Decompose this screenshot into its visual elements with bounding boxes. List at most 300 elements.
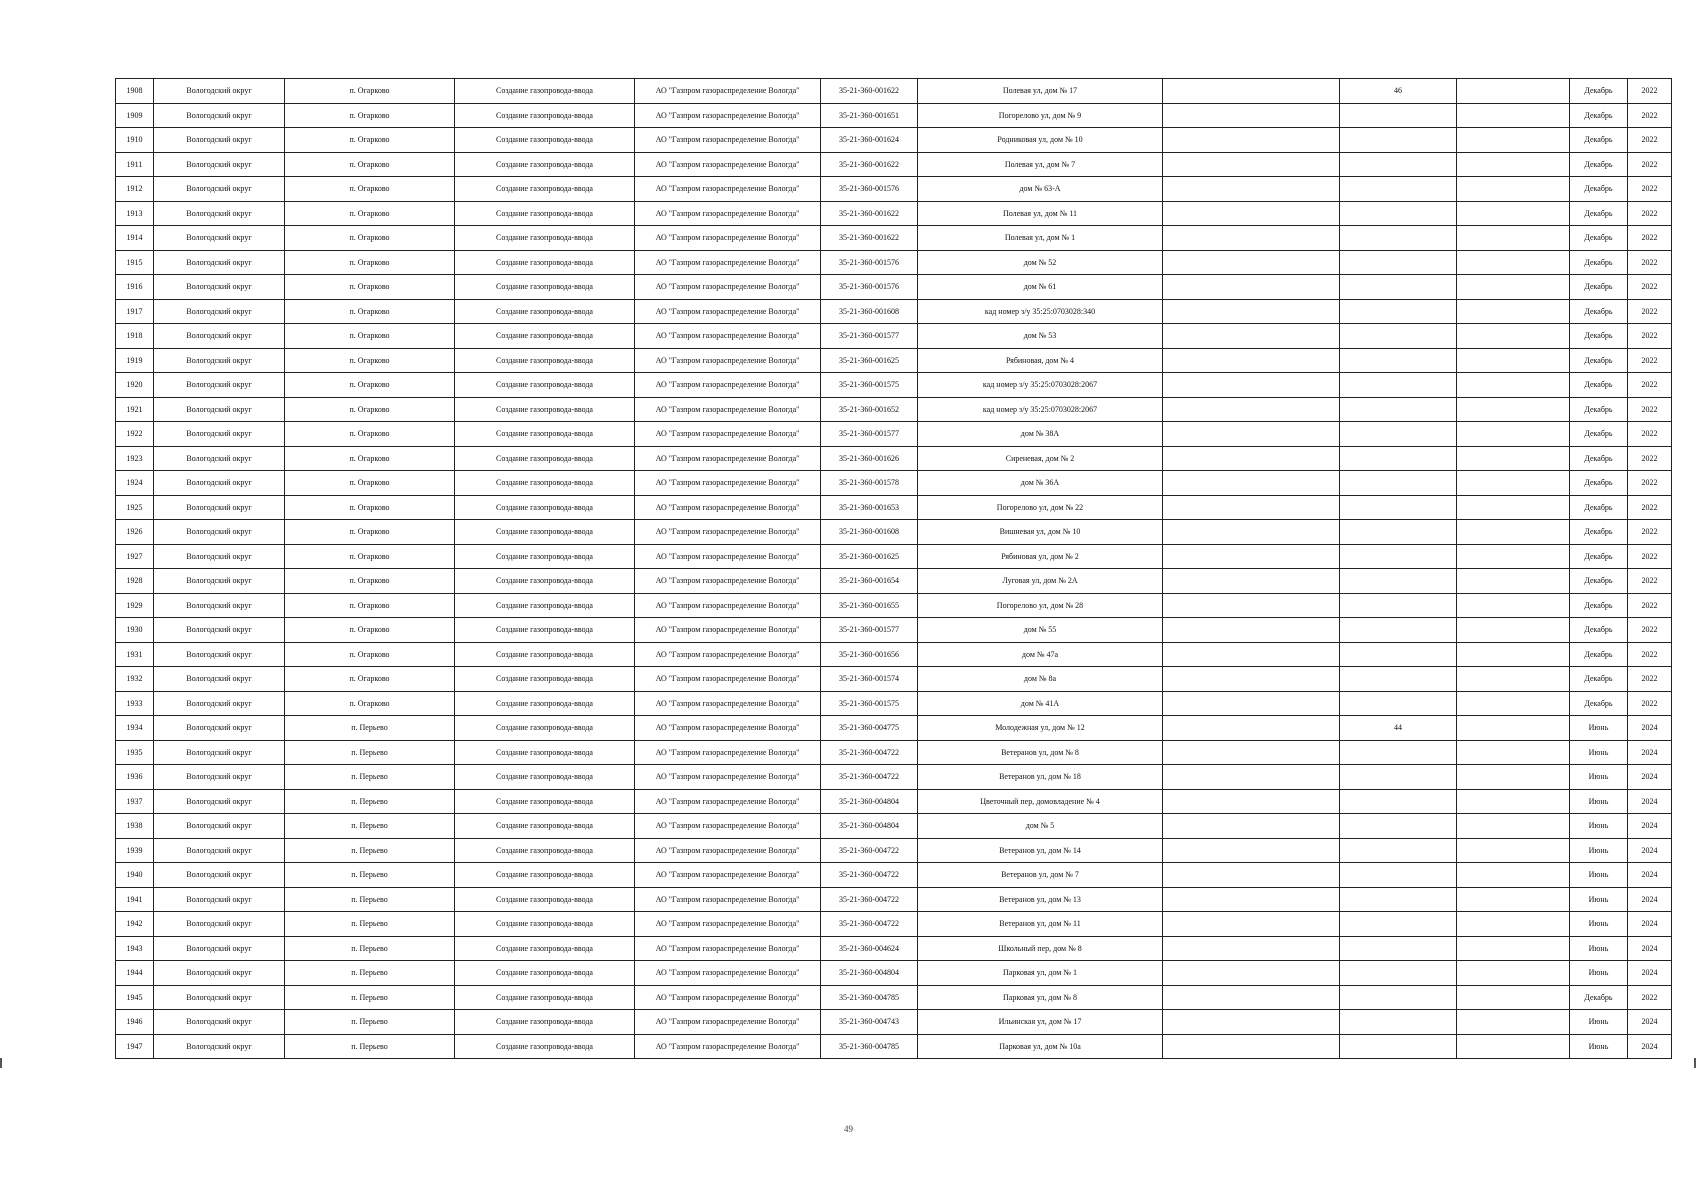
cell-month: Июнь bbox=[1570, 1010, 1628, 1035]
cell-c8 bbox=[1163, 667, 1340, 692]
cell-num: 1921 bbox=[116, 397, 154, 422]
cell-month: Июнь bbox=[1570, 838, 1628, 863]
cell-c9 bbox=[1340, 789, 1457, 814]
cell-org: АО "Газпром газораспределение Вологда" bbox=[635, 569, 821, 594]
cell-settlement: п. Огарково bbox=[285, 495, 455, 520]
cell-year: 2024 bbox=[1628, 1010, 1672, 1035]
cell-c9 bbox=[1340, 667, 1457, 692]
table-row bbox=[116, 740, 1672, 765]
cell-year: 2022 bbox=[1628, 471, 1672, 496]
cell-month: Декабрь bbox=[1570, 275, 1628, 300]
cell-district: Вологодский округ bbox=[154, 961, 285, 986]
table-row bbox=[116, 275, 1672, 300]
cell-year: 2022 bbox=[1628, 324, 1672, 349]
cell-code: 35-21-360-004804 bbox=[821, 961, 918, 986]
cell-month: Декабрь bbox=[1570, 79, 1628, 104]
cell-year: 2022 bbox=[1628, 79, 1672, 104]
cell-work: Создание газопровода-ввода bbox=[455, 471, 635, 496]
cell-code: 35-21-360-001578 bbox=[821, 471, 918, 496]
table-row bbox=[116, 789, 1672, 814]
cell-c9 bbox=[1340, 863, 1457, 888]
cell-settlement: п. Огарково bbox=[285, 201, 455, 226]
cell-c8 bbox=[1163, 79, 1340, 104]
cell-c8 bbox=[1163, 765, 1340, 790]
cell-c10 bbox=[1457, 789, 1570, 814]
cell-year: 2022 bbox=[1628, 446, 1672, 471]
cell-code: 35-21-360-001622 bbox=[821, 79, 918, 104]
table-row bbox=[116, 103, 1672, 128]
cell-address: Ветеранов ул, дом № 18 bbox=[918, 765, 1163, 790]
cell-c9 bbox=[1340, 471, 1457, 496]
cell-district: Вологодский округ bbox=[154, 103, 285, 128]
cell-district: Вологодский округ bbox=[154, 863, 285, 888]
cell-address: дом № 52 bbox=[918, 250, 1163, 275]
cell-address: дом № 5 bbox=[918, 814, 1163, 839]
table-row bbox=[116, 716, 1672, 741]
cell-c10 bbox=[1457, 275, 1570, 300]
cell-district: Вологодский округ bbox=[154, 495, 285, 520]
cell-year: 2022 bbox=[1628, 128, 1672, 153]
cell-district: Вологодский округ bbox=[154, 838, 285, 863]
cell-org: АО "Газпром газораспределение Вологда" bbox=[635, 446, 821, 471]
cell-num: 1933 bbox=[116, 691, 154, 716]
cell-c8 bbox=[1163, 887, 1340, 912]
cell-year: 2024 bbox=[1628, 912, 1672, 937]
cell-address: Ильинская ул, дом № 17 bbox=[918, 1010, 1163, 1035]
cell-c10 bbox=[1457, 642, 1570, 667]
cell-work: Создание газопровода-ввода bbox=[455, 397, 635, 422]
cell-year: 2022 bbox=[1628, 299, 1672, 324]
cell-year: 2022 bbox=[1628, 177, 1672, 202]
cell-month: Декабрь bbox=[1570, 544, 1628, 569]
cell-month: Декабрь bbox=[1570, 128, 1628, 153]
cell-num: 1924 bbox=[116, 471, 154, 496]
cell-org: АО "Газпром газораспределение Вологда" bbox=[635, 961, 821, 986]
cell-org: АО "Газпром газораспределение Вологда" bbox=[635, 814, 821, 839]
cell-district: Вологодский округ bbox=[154, 152, 285, 177]
cell-c10 bbox=[1457, 201, 1570, 226]
cell-code: 35-21-360-001576 bbox=[821, 177, 918, 202]
cell-work: Создание газопровода-ввода bbox=[455, 373, 635, 398]
cell-org: АО "Газпром газораспределение Вологда" bbox=[635, 985, 821, 1010]
cell-c10 bbox=[1457, 348, 1570, 373]
table-row bbox=[116, 618, 1672, 643]
cell-code: 35-21-360-001575 bbox=[821, 373, 918, 398]
cell-address: Полевая ул, дом № 1 bbox=[918, 226, 1163, 251]
cell-settlement: п. Огарково bbox=[285, 250, 455, 275]
cell-c8 bbox=[1163, 789, 1340, 814]
cell-district: Вологодский округ bbox=[154, 716, 285, 741]
table-row bbox=[116, 593, 1672, 618]
cell-num: 1913 bbox=[116, 201, 154, 226]
cell-c9 bbox=[1340, 912, 1457, 937]
cell-c9 bbox=[1340, 544, 1457, 569]
cell-code: 35-21-360-001576 bbox=[821, 275, 918, 300]
cell-month: Июнь bbox=[1570, 740, 1628, 765]
cell-num: 1934 bbox=[116, 716, 154, 741]
cell-c8 bbox=[1163, 103, 1340, 128]
cell-settlement: п. Огарково bbox=[285, 324, 455, 349]
cell-district: Вологодский округ bbox=[154, 373, 285, 398]
cell-code: 35-21-360-001652 bbox=[821, 397, 918, 422]
cell-settlement: п. Перьево bbox=[285, 814, 455, 839]
cell-org: АО "Газпром газораспределение Вологда" bbox=[635, 863, 821, 888]
table-row bbox=[116, 373, 1672, 398]
cell-c10 bbox=[1457, 618, 1570, 643]
cell-code: 35-21-360-004785 bbox=[821, 985, 918, 1010]
cell-work: Создание газопровода-ввода bbox=[455, 838, 635, 863]
cell-org: АО "Газпром газораспределение Вологда" bbox=[635, 177, 821, 202]
cell-c8 bbox=[1163, 985, 1340, 1010]
cell-district: Вологодский округ bbox=[154, 569, 285, 594]
cell-num: 1932 bbox=[116, 667, 154, 692]
cell-org: АО "Газпром газораспределение Вологда" bbox=[635, 471, 821, 496]
cell-c8 bbox=[1163, 716, 1340, 741]
cell-c10 bbox=[1457, 177, 1570, 202]
cell-month: Декабрь bbox=[1570, 985, 1628, 1010]
cell-month: Июнь bbox=[1570, 789, 1628, 814]
cell-month: Декабрь bbox=[1570, 397, 1628, 422]
cell-num: 1912 bbox=[116, 177, 154, 202]
cell-code: 35-21-360-001608 bbox=[821, 520, 918, 545]
cell-month: Июнь bbox=[1570, 814, 1628, 839]
cell-c9 bbox=[1340, 593, 1457, 618]
cell-district: Вологодский округ bbox=[154, 348, 285, 373]
cell-c10 bbox=[1457, 373, 1570, 398]
cell-c8 bbox=[1163, 1034, 1340, 1059]
cell-c10 bbox=[1457, 544, 1570, 569]
cell-c10 bbox=[1457, 250, 1570, 275]
cell-year: 2022 bbox=[1628, 422, 1672, 447]
cell-settlement: п. Перьево bbox=[285, 789, 455, 814]
cell-num: 1914 bbox=[116, 226, 154, 251]
cell-code: 35-21-360-001577 bbox=[821, 422, 918, 447]
cell-c9 bbox=[1340, 275, 1457, 300]
table-row bbox=[116, 201, 1672, 226]
cell-year: 2024 bbox=[1628, 765, 1672, 790]
cell-work: Создание газопровода-ввода bbox=[455, 520, 635, 545]
cell-settlement: п. Огарково bbox=[285, 226, 455, 251]
cell-work: Создание газопровода-ввода bbox=[455, 275, 635, 300]
cell-year: 2022 bbox=[1628, 593, 1672, 618]
cell-c8 bbox=[1163, 569, 1340, 594]
cell-code: 35-21-360-001624 bbox=[821, 128, 918, 153]
cell-c10 bbox=[1457, 422, 1570, 447]
cell-num: 1923 bbox=[116, 446, 154, 471]
cell-address: Вишневая ул, дом № 10 bbox=[918, 520, 1163, 545]
cell-c9 bbox=[1340, 373, 1457, 398]
cell-org: АО "Газпром газораспределение Вологда" bbox=[635, 887, 821, 912]
cell-num: 1928 bbox=[116, 569, 154, 594]
cell-org: АО "Газпром газораспределение Вологда" bbox=[635, 495, 821, 520]
table-row bbox=[116, 985, 1672, 1010]
cell-org: АО "Газпром газораспределение Вологда" bbox=[635, 838, 821, 863]
cell-month: Декабрь bbox=[1570, 642, 1628, 667]
cell-org: АО "Газпром газораспределение Вологда" bbox=[635, 912, 821, 937]
cell-c8 bbox=[1163, 520, 1340, 545]
cell-org: АО "Газпром газораспределение Вологда" bbox=[635, 1010, 821, 1035]
cell-settlement: п. Огарково bbox=[285, 348, 455, 373]
cell-c9 bbox=[1340, 642, 1457, 667]
cell-c8 bbox=[1163, 814, 1340, 839]
cell-org: АО "Газпром газораспределение Вологда" bbox=[635, 299, 821, 324]
cell-year: 2022 bbox=[1628, 397, 1672, 422]
cell-district: Вологодский округ bbox=[154, 618, 285, 643]
cell-work: Создание газопровода-ввода bbox=[455, 201, 635, 226]
cell-c10 bbox=[1457, 691, 1570, 716]
cell-settlement: п. Перьево bbox=[285, 1010, 455, 1035]
cell-month: Декабрь bbox=[1570, 495, 1628, 520]
cell-num: 1936 bbox=[116, 765, 154, 790]
cell-c9 bbox=[1340, 299, 1457, 324]
table-row bbox=[116, 667, 1672, 692]
cell-num: 1926 bbox=[116, 520, 154, 545]
cell-district: Вологодский округ bbox=[154, 789, 285, 814]
cell-month: Декабрь bbox=[1570, 471, 1628, 496]
cell-district: Вологодский округ bbox=[154, 324, 285, 349]
cell-year: 2022 bbox=[1628, 348, 1672, 373]
cell-org: АО "Газпром газораспределение Вологда" bbox=[635, 250, 821, 275]
cell-settlement: п. Огарково bbox=[285, 422, 455, 447]
cell-num: 1917 bbox=[116, 299, 154, 324]
cell-c10 bbox=[1457, 912, 1570, 937]
cell-settlement: п. Огарково bbox=[285, 618, 455, 643]
cell-work: Создание газопровода-ввода bbox=[455, 299, 635, 324]
cell-district: Вологодский округ bbox=[154, 299, 285, 324]
cell-c9 bbox=[1340, 887, 1457, 912]
cell-year: 2022 bbox=[1628, 152, 1672, 177]
cell-month: Декабрь bbox=[1570, 299, 1628, 324]
cell-address: дом № 61 bbox=[918, 275, 1163, 300]
cell-work: Создание газопровода-ввода bbox=[455, 887, 635, 912]
cell-num: 1939 bbox=[116, 838, 154, 863]
cell-c9 bbox=[1340, 961, 1457, 986]
cell-year: 2022 bbox=[1628, 569, 1672, 594]
table-row bbox=[116, 128, 1672, 153]
cell-address: дом № 63-А bbox=[918, 177, 1163, 202]
cell-year: 2022 bbox=[1628, 275, 1672, 300]
cell-c8 bbox=[1163, 201, 1340, 226]
table-row bbox=[116, 324, 1672, 349]
data-table-container bbox=[115, 78, 1671, 1059]
cell-work: Создание газопровода-ввода bbox=[455, 569, 635, 594]
table-row bbox=[116, 544, 1672, 569]
cell-year: 2022 bbox=[1628, 642, 1672, 667]
cell-c9 bbox=[1340, 936, 1457, 961]
cell-c8 bbox=[1163, 446, 1340, 471]
cell-c8 bbox=[1163, 936, 1340, 961]
cell-address: Полевая ул, дом № 17 bbox=[918, 79, 1163, 104]
cell-month: Июнь bbox=[1570, 887, 1628, 912]
cell-month: Июнь bbox=[1570, 961, 1628, 986]
cell-num: 1910 bbox=[116, 128, 154, 153]
cell-num: 1929 bbox=[116, 593, 154, 618]
cell-year: 2024 bbox=[1628, 740, 1672, 765]
cell-org: АО "Газпром газораспределение Вологда" bbox=[635, 373, 821, 398]
table-row bbox=[116, 1034, 1672, 1059]
cell-work: Создание газопровода-ввода bbox=[455, 912, 635, 937]
cell-c8 bbox=[1163, 397, 1340, 422]
cell-code: 35-21-360-001574 bbox=[821, 667, 918, 692]
cell-code: 35-21-360-001576 bbox=[821, 250, 918, 275]
cell-org: АО "Газпром газораспределение Вологда" bbox=[635, 544, 821, 569]
cell-c9 bbox=[1340, 201, 1457, 226]
cell-c9 bbox=[1340, 103, 1457, 128]
cell-address: дом № 36А bbox=[918, 471, 1163, 496]
cell-year: 2022 bbox=[1628, 373, 1672, 398]
cell-district: Вологодский округ bbox=[154, 250, 285, 275]
cell-c8 bbox=[1163, 863, 1340, 888]
cell-district: Вологодский округ bbox=[154, 201, 285, 226]
table-row bbox=[116, 446, 1672, 471]
cell-district: Вологодский округ bbox=[154, 667, 285, 692]
cell-work: Создание газопровода-ввода bbox=[455, 765, 635, 790]
table-row bbox=[116, 177, 1672, 202]
cell-org: АО "Газпром газораспределение Вологда" bbox=[635, 397, 821, 422]
cell-code: 35-21-360-001626 bbox=[821, 446, 918, 471]
cell-code: 35-21-360-001653 bbox=[821, 495, 918, 520]
cell-c9 bbox=[1340, 1010, 1457, 1035]
cell-year: 2024 bbox=[1628, 789, 1672, 814]
cell-code: 35-21-360-004785 bbox=[821, 1034, 918, 1059]
cell-c9 bbox=[1340, 250, 1457, 275]
cell-month: Декабрь bbox=[1570, 103, 1628, 128]
cell-c10 bbox=[1457, 520, 1570, 545]
cell-settlement: п. Перьево bbox=[285, 863, 455, 888]
cell-month: Декабрь bbox=[1570, 348, 1628, 373]
cell-c10 bbox=[1457, 128, 1570, 153]
cell-c8 bbox=[1163, 324, 1340, 349]
cell-code: 35-21-360-001608 bbox=[821, 299, 918, 324]
cell-district: Вологодский округ bbox=[154, 520, 285, 545]
cell-code: 35-21-360-001625 bbox=[821, 544, 918, 569]
cell-work: Создание газопровода-ввода bbox=[455, 544, 635, 569]
cell-org: АО "Газпром газораспределение Вологда" bbox=[635, 275, 821, 300]
cell-work: Создание газопровода-ввода bbox=[455, 740, 635, 765]
table-row bbox=[116, 226, 1672, 251]
cell-num: 1941 bbox=[116, 887, 154, 912]
cell-address: Рябиновая ул, дом № 2 bbox=[918, 544, 1163, 569]
table-row bbox=[116, 299, 1672, 324]
cell-district: Вологодский округ bbox=[154, 936, 285, 961]
cell-month: Декабрь bbox=[1570, 520, 1628, 545]
cell-num: 1916 bbox=[116, 275, 154, 300]
cell-num: 1946 bbox=[116, 1010, 154, 1035]
cell-address: Полевая ул, дом № 11 bbox=[918, 201, 1163, 226]
cell-settlement: п. Огарково bbox=[285, 373, 455, 398]
cell-org: АО "Газпром газораспределение Вологда" bbox=[635, 691, 821, 716]
cell-num: 1918 bbox=[116, 324, 154, 349]
cell-settlement: п. Огарково bbox=[285, 667, 455, 692]
cell-work: Создание газопровода-ввода bbox=[455, 324, 635, 349]
cell-month: Декабрь bbox=[1570, 201, 1628, 226]
cell-num: 1915 bbox=[116, 250, 154, 275]
table-row bbox=[116, 642, 1672, 667]
cell-settlement: п. Огарково bbox=[285, 103, 455, 128]
cell-c10 bbox=[1457, 1034, 1570, 1059]
cell-work: Создание газопровода-ввода bbox=[455, 1010, 635, 1035]
cell-address: Ветеранов ул, дом № 8 bbox=[918, 740, 1163, 765]
cell-work: Создание газопровода-ввода bbox=[455, 1034, 635, 1059]
cell-code: 35-21-360-001625 bbox=[821, 348, 918, 373]
cell-settlement: п. Огарково bbox=[285, 128, 455, 153]
table-row bbox=[116, 814, 1672, 839]
cell-c10 bbox=[1457, 397, 1570, 422]
cell-month: Декабрь bbox=[1570, 324, 1628, 349]
cell-c10 bbox=[1457, 814, 1570, 839]
table-body bbox=[116, 79, 1672, 1059]
cell-address: Цветочный пер, домовладение № 4 bbox=[918, 789, 1163, 814]
cell-district: Вологодский округ bbox=[154, 912, 285, 937]
cell-work: Создание газопровода-ввода bbox=[455, 985, 635, 1010]
cell-num: 1919 bbox=[116, 348, 154, 373]
cell-c8 bbox=[1163, 495, 1340, 520]
cell-num: 1937 bbox=[116, 789, 154, 814]
cell-district: Вологодский округ bbox=[154, 422, 285, 447]
table-row bbox=[116, 765, 1672, 790]
cell-year: 2022 bbox=[1628, 250, 1672, 275]
cell-c10 bbox=[1457, 838, 1570, 863]
cell-c10 bbox=[1457, 887, 1570, 912]
cell-org: АО "Газпром газораспределение Вологда" bbox=[635, 79, 821, 104]
cell-work: Создание газопровода-ввода bbox=[455, 177, 635, 202]
cell-month: Июнь bbox=[1570, 716, 1628, 741]
table-row bbox=[116, 569, 1672, 594]
cell-num: 1938 bbox=[116, 814, 154, 839]
cell-c10 bbox=[1457, 299, 1570, 324]
cell-district: Вологодский округ bbox=[154, 128, 285, 153]
table-row bbox=[116, 1010, 1672, 1035]
cell-c8 bbox=[1163, 912, 1340, 937]
cell-work: Создание газопровода-ввода bbox=[455, 226, 635, 251]
cell-district: Вологодский округ bbox=[154, 79, 285, 104]
cell-address: дом № 38А bbox=[918, 422, 1163, 447]
cell-settlement: п. Перьево bbox=[285, 912, 455, 937]
cell-district: Вологодский округ bbox=[154, 887, 285, 912]
cell-num: 1935 bbox=[116, 740, 154, 765]
cell-c10 bbox=[1457, 103, 1570, 128]
cell-month: Июнь bbox=[1570, 863, 1628, 888]
cell-code: 35-21-360-004722 bbox=[821, 863, 918, 888]
cell-num: 1947 bbox=[116, 1034, 154, 1059]
cell-c8 bbox=[1163, 838, 1340, 863]
cell-settlement: п. Огарково bbox=[285, 275, 455, 300]
cell-c9 bbox=[1340, 1034, 1457, 1059]
cell-c8 bbox=[1163, 422, 1340, 447]
cell-year: 2022 bbox=[1628, 667, 1672, 692]
cell-org: АО "Газпром газораспределение Вологда" bbox=[635, 128, 821, 153]
cell-year: 2022 bbox=[1628, 691, 1672, 716]
cell-c8 bbox=[1163, 348, 1340, 373]
cell-work: Создание газопровода-ввода bbox=[455, 152, 635, 177]
table-row bbox=[116, 348, 1672, 373]
cell-num: 1908 bbox=[116, 79, 154, 104]
cell-settlement: п. Огарково bbox=[285, 471, 455, 496]
cell-settlement: п. Огарково bbox=[285, 79, 455, 104]
cell-address: Парковая ул, дом № 10а bbox=[918, 1034, 1163, 1059]
cell-c10 bbox=[1457, 765, 1570, 790]
cell-district: Вологодский округ bbox=[154, 1034, 285, 1059]
cell-district: Вологодский округ bbox=[154, 691, 285, 716]
cell-district: Вологодский округ bbox=[154, 765, 285, 790]
cell-code: 35-21-360-001651 bbox=[821, 103, 918, 128]
cell-address: Ветеранов ул, дом № 13 bbox=[918, 887, 1163, 912]
cell-c9 bbox=[1340, 397, 1457, 422]
cell-c9: 44 bbox=[1340, 716, 1457, 741]
cell-month: Декабрь bbox=[1570, 373, 1628, 398]
cell-work: Создание газопровода-ввода bbox=[455, 79, 635, 104]
cell-org: АО "Газпром газораспределение Вологда" bbox=[635, 642, 821, 667]
